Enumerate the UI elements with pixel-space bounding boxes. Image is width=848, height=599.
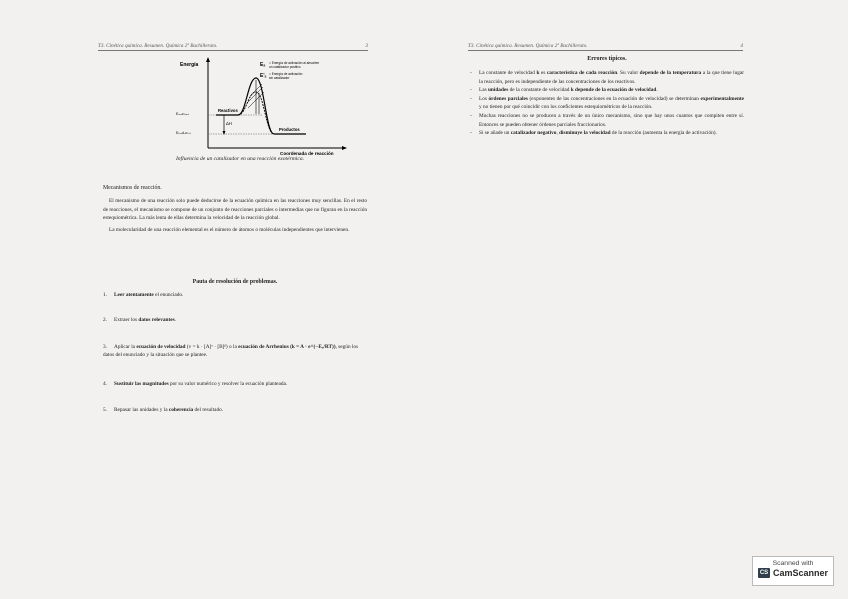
left-page [10,28,418,548]
header-title: T3. Cinética química. Resumen. Química 2º Bachillerato. [98,43,218,49]
guide-title: Pauta de resolución de problemas. [192,279,278,285]
e-products-label: Eₚᵣₒdᵤcₜₒₛ [176,131,192,135]
peak-hatch [248,87,263,102]
errors-title: Errores típicos. [587,56,627,62]
mechanism-paragraph-1: El mecanismo de una reacción solo puede deducirse de la ecuación química en las reacciones muy sencillas. En el resto de reacciones, el mecanismo se compone de un conjunto de reacciones parciales o intermedias que no figuran en la reacción estequiométrica. La más lenta de ellas determina la velocidad de la reacción global. [103,198,367,222]
header-title: T3. Cinética química. Resumen. Química 2º Bachillerato. [468,43,588,49]
list-item: - Si se añade un catalizador negativo, disminuye la velocidad de la reacción (aumenta la energía de activación). [470,129,744,138]
eac-text: = Energía de activación sin catalizador [269,72,303,80]
eac-label: E'ₐ [260,73,267,79]
delta-h-arrowhead [223,131,226,135]
errors-list [470,69,744,138]
page-header-left [98,43,368,51]
list-item: - Las unidades de la constante de velocidad k depende de la ecuación de velocidad. [470,86,744,95]
y-axis-label: Energía [180,62,199,68]
page-number: 3 [365,43,368,49]
mechanism-title: Mecanismos de reacción. [103,185,162,191]
step-1: 1. Leer atentamente el enunciado. [103,292,184,298]
right-page [430,28,838,548]
x-axis-label: Coordenada de reacción [280,151,334,156]
list-item: - La constante de velocidad k es característica de cada reacción. Su valor depende de la temperatura a la que tiene lugar la reacción, pero es independiente de las concentraciones de los reactivos. [470,69,744,86]
camscanner-logo-icon: CS [759,570,769,576]
step-4: 4. Sustituir las magnitudes por su valor numérico y resolver la ecuación planteada. [103,381,288,387]
camscanner-watermark [752,556,834,586]
mechanism-section [103,184,367,234]
energy-diagram [168,56,348,168]
watermark-caption: Scanned with [772,560,814,567]
ea-label: Eₐ [260,62,266,68]
watermark-brand [753,568,833,578]
products-label: Productos [279,127,300,132]
step-3: 3. Aplicar la ecuación de velocidad (v = k · [A]ᵅ · [B]ᵝ) o la ecuación de Arrhenius (k = A · e^(−Eₐ/RT)), según los datos del enunciado y la situación que se plantee. [103,344,359,359]
page-header-right [468,43,743,51]
delta-h-label: ΔH [226,121,232,126]
step-2: 2. Extraer los datos relevantes. [103,317,176,323]
list-item: - Muchas reacciones no se producen a través de un único mecanismo, sino que hay unos cuantos que compiten entre sí. Entonces se pueden obtener órdenes parciales fraccionarios. [470,112,744,129]
page-number: 4 [740,43,743,49]
x-axis-arrow [342,146,347,150]
e-reactants-label: Eᵣₑₐcₜᵢᵥₒₛ [176,112,190,116]
watermark-brand-name: CamScanner [772,568,829,578]
reactants-label: Reactivos [218,108,238,113]
y-axis-arrow [206,57,210,62]
diagram-caption: Influencia de un catalizador en una reacción exotérmica. [175,156,305,162]
step-5: 5. Repasar las unidades y la coherencia del resultado. [103,407,224,413]
list-item: - Los órdenes parciales (exponentes de las concentraciones en la ecuación de velocidad) se determinan experimentalmente y no tienen por qué coincidir con los coeficientes estequiométricos de la reacción. [470,95,744,112]
mechanism-paragraph-2: La molecularidad de una reacción elemental es el número de átomos o moléculas independientes que intervienen. [109,226,350,233]
ea-text: = Energía de activación al absorber un catalizador positivo [269,61,320,69]
